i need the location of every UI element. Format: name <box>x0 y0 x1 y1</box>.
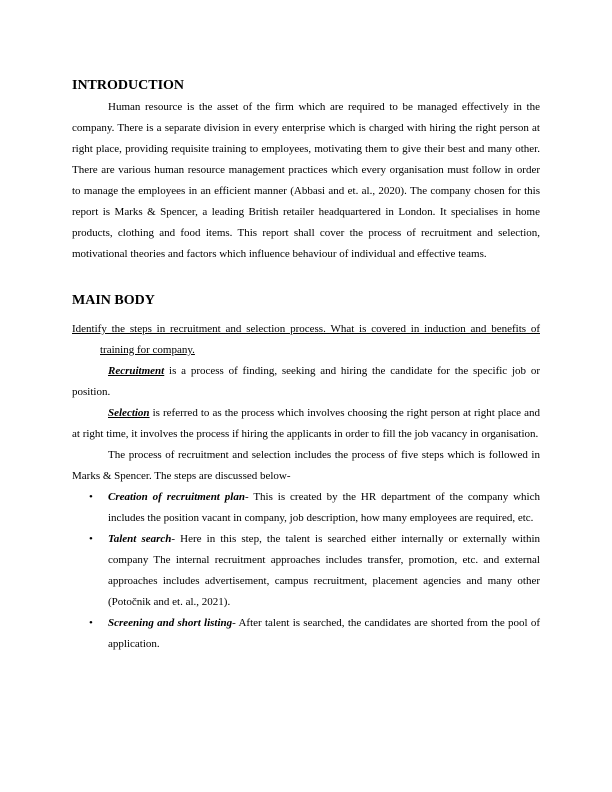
step-title: Screening and short listing <box>108 617 233 629</box>
step-title: Creation of recruitment plan <box>108 491 245 503</box>
question-heading: Identify the steps in recruitment and selection process. What is covered in induction and benefits of training for company. <box>72 323 540 356</box>
steps-list <box>72 487 540 655</box>
recruitment-text: is a process of finding, seeking and hiring the candidate for the specific job or position. <box>72 365 540 398</box>
step-text: - After talent is searched, the candidates are shorted from the pool of application. <box>108 617 540 650</box>
introduction-paragraph: Human resource is the asset of the firm which are required to be managed effectively in the company. There is a separate division in every enterprise which is charged with hiring the right person at right place, providing requisite training to employees, motivating them to give their best and many other. There are various human resource management practices which every organisation must follow in order to manage the employees in an efficient manner (Abbasi and et. al., 2020). The company chosen for this report is Marks & Spencer, a leading British retailer headquartered in London. It specialises in home products, clothing and food items. This report shall cover the process of recruitment and selection, motivational theories and factors which influence behaviour of individual and effective teams. <box>72 101 540 260</box>
main-body-content <box>72 319 540 655</box>
recruitment-definition <box>72 361 540 403</box>
step-title: Talent search <box>108 533 172 545</box>
bullet-icon: • <box>89 533 93 545</box>
list-item <box>72 613 540 655</box>
bullet-icon: • <box>89 491 93 503</box>
introduction-heading: INTRODUCTION <box>72 78 185 93</box>
selection-term: Selection <box>108 407 150 419</box>
step-text: - Here in this step, the talent is searched either internally or externally within company The internal recruitment approaches includes transfer, promotion, etc. and external approaches includes advertisement, campus recruitment, placement agencies and many other (Potočnik and et. al., 2021). <box>108 533 540 608</box>
step-text: - This is created by the HR department of the company which includes the position vacant in company, job description, how many employees are required, etc. <box>108 491 540 524</box>
process-intro: The process of recruitment and selection includes the process of five steps which is followed in Marks & Spencer. The steps are discussed below- <box>72 449 540 482</box>
bullet-icon: • <box>89 617 93 629</box>
recruitment-term: Recruitment <box>108 365 165 377</box>
list-item <box>72 487 540 529</box>
main-body-heading: MAIN BODY <box>72 293 155 308</box>
selection-text: is referred to as the process which involves choosing the right person at right place and at right time, it involves the process if hiring the applicants in order to fill the job vacancy in organisation. <box>72 407 540 440</box>
list-item <box>72 529 540 613</box>
selection-definition <box>72 403 540 445</box>
